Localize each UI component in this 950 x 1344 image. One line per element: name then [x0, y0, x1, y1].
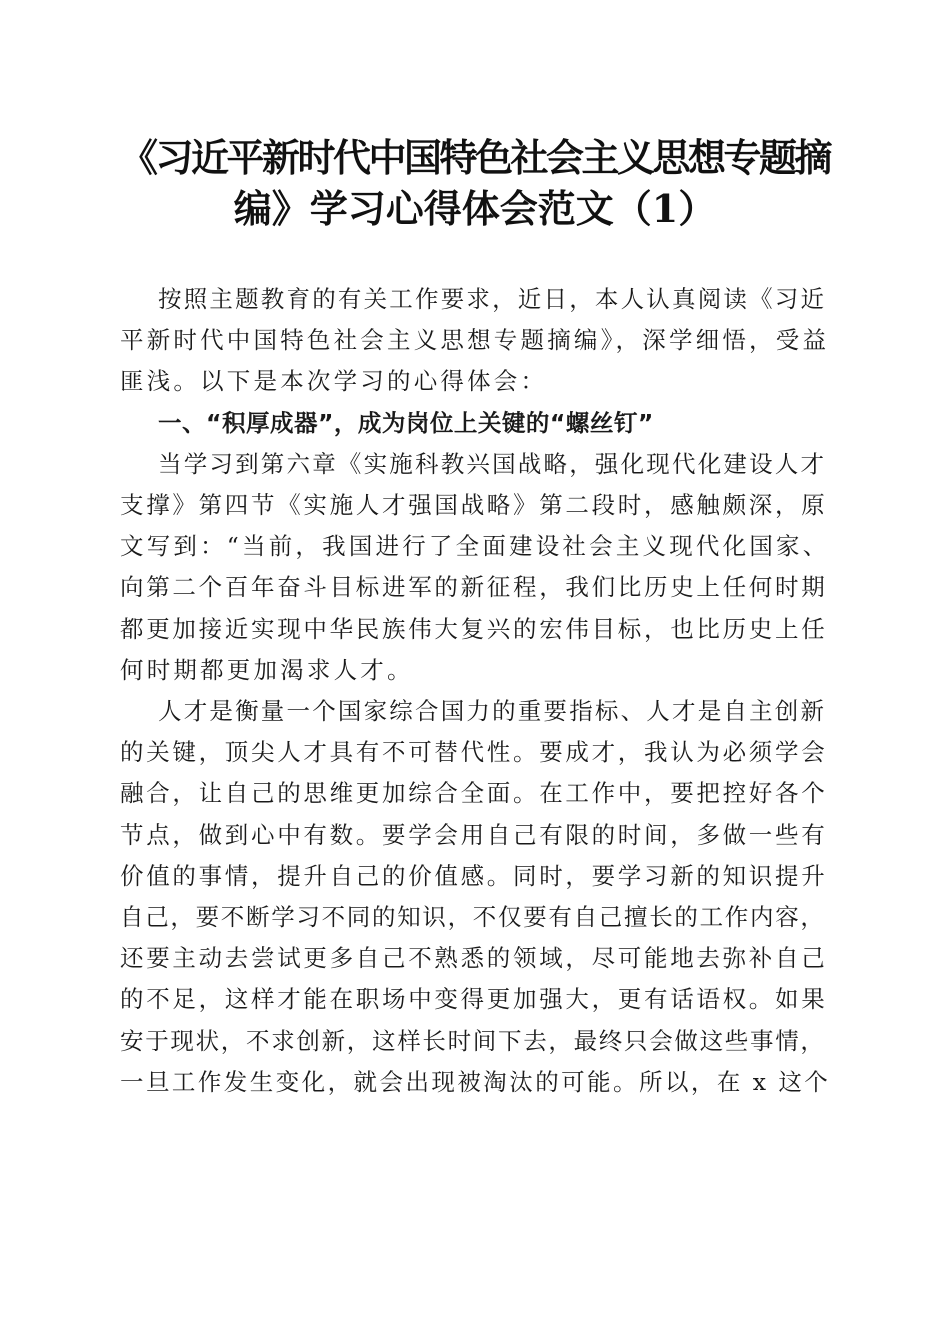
text-line: 都更加接近实现中华民族伟大复兴的宏伟目标，也比历史上任 [120, 614, 828, 643]
text-line: 人才是衡量一个国家综合国力的重要指标、人才是自主创新 [158, 697, 827, 726]
text-line: 文写到：“当前，我国进行了全面建设社会主义现代化国家、 [120, 532, 830, 561]
intro-paragraph [120, 279, 830, 403]
text-line: 何时期都更加渴求人才。 [120, 655, 414, 684]
document-body [120, 279, 830, 1103]
text-line: 支撑》第四节《实施人才强国战略》第二段时，感触颇深，原 [120, 491, 828, 520]
title-line-1: 《习近平新时代中国特色社会主义思想专题摘 [120, 135, 831, 180]
text-line: 的不足，这样才能在职场中变得更加强大，更有话语权。如果 [120, 985, 828, 1014]
text-line: 匪浅。以下是本次学习的心得体会： [120, 367, 548, 396]
section-heading: 一、“积厚成器”，成为岗位上关键的“螺丝钉” [158, 408, 654, 437]
quote-paragraph [120, 444, 830, 691]
title-line-2: 编》学习心得体会范文（1） [233, 186, 717, 231]
text-line: 价值的事情，提升自己的价值感。同时，要学习新的知识提升 [120, 861, 828, 890]
document-title [120, 132, 830, 234]
text-line: 节点，做到心中有数。要学会用自己有限的时间，多做一些有 [120, 820, 828, 849]
text-line: 安于现状，不求创新，这样长时间下去，最终只会做这些事情， [120, 1026, 826, 1055]
text-line: 的关键，顶尖人才具有不可替代性。要成才，我认为必须学会 [120, 738, 828, 767]
text-line: 平新时代中国特色社会主义思想专题摘编》，深学细悟，受益 [120, 326, 830, 355]
talent-paragraph [120, 691, 830, 1103]
text-line: 向第二个百年奋斗目标进军的新征程，我们比历史上任何时期 [120, 573, 828, 602]
text-line: 按照主题教育的有关工作要求，近日，本人认真阅读《习近 [158, 285, 827, 313]
text-line: 还要主动去尝试更多自己不熟悉的领域，尽可能地去弥补自己 [120, 944, 828, 973]
text-line: 当学习到第六章《实施科教兴国战略，强化现代化建设人才 [158, 449, 827, 478]
text-line: 自己，要不断学习不同的知识，不仅要有自己擅长的工作内容， [120, 903, 826, 932]
text-line: 一旦工作发生变化，就会出现被淘汰的可能。所以，在 x 这个 [120, 1067, 831, 1096]
text-line: 融合，让自己的思维更加综合全面。在工作中，要把控好各个 [120, 779, 828, 808]
